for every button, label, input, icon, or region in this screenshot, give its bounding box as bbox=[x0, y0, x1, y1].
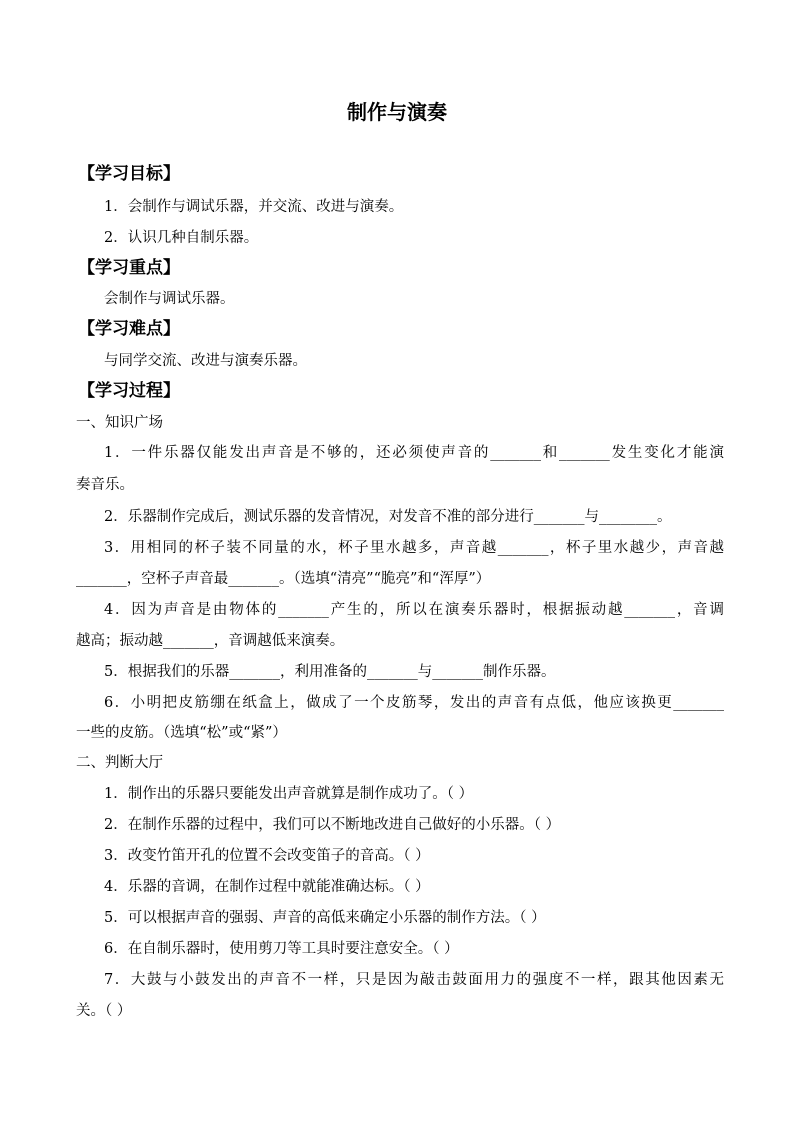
judgement-item: 7．大鼓与小鼓发出的声音不一样，只是因为敲击鼓面用力的强度不一样，跟其他因素无 bbox=[104, 972, 724, 988]
judgement-item: 1．制作出的乐器只要能发出声音就算是制作成功了。（ ） bbox=[104, 786, 474, 802]
question-line: 5．根据我们的乐器_______，利用准备的_______与_______制作乐器。 bbox=[104, 664, 556, 680]
question-line: 3．用相同的杯子装不同量的水，杯子里水越多，声音越_______，杯子里水越少，声音越 bbox=[104, 540, 724, 556]
judgement-section-heading: 二、判断大厅 bbox=[76, 755, 163, 771]
question-line: 一些的皮筋。（选填“松”或“紧”） bbox=[76, 725, 287, 741]
key-points-heading: 【学习重点】 bbox=[78, 258, 180, 278]
objective-item: 2．认识几种自制乐器。 bbox=[104, 230, 259, 246]
question-line: 6．小明把皮筋绷在纸盒上，做成了一个皮筋琴，发出的声音有点低，他应该换更_______ bbox=[104, 695, 724, 711]
question-line: _______，空杯子声音最_______。（选填“清亮”“脆亮”和“浑厚”） bbox=[76, 571, 491, 587]
objectives-heading: 【学习目标】 bbox=[78, 164, 180, 184]
judgement-item: 关。（ ） bbox=[76, 1003, 132, 1019]
question-line: 1．一件乐器仅能发出声音是不够的，还必须使声音的_______和_______发生变化才能演 bbox=[104, 445, 724, 461]
question-line: 4．因为声音是由物体的_______产生的，所以在演奏乐器时，根据振动越_______，音调 bbox=[104, 602, 724, 618]
judgement-item: 3．改变竹笛开孔的位置不会改变笛子的音高。（ ） bbox=[104, 848, 430, 864]
question-line: 奏音乐。 bbox=[76, 477, 134, 493]
difficulties-heading: 【学习难点】 bbox=[78, 319, 180, 339]
objective-item: 1．会制作与调试乐器，并交流、改进与演奏。 bbox=[104, 199, 404, 215]
judgement-item: 6．在自制乐器时，使用剪刀等工具时要注意安全。（ ） bbox=[104, 941, 459, 957]
page-title: 制作与演奏 bbox=[347, 100, 447, 124]
difficulties-text: 与同学交流、改进与演奏乐器。 bbox=[104, 353, 307, 369]
judgement-item: 5．可以根据声音的强弱、声音的高低来确定小乐器的制作方法。（ ） bbox=[104, 910, 546, 926]
judgement-item: 2．在制作乐器的过程中，我们可以不断地改进自己做好的小乐器。（ ） bbox=[104, 817, 561, 833]
key-points-text: 会制作与调试乐器。 bbox=[104, 291, 235, 307]
judgement-item: 4．乐器的音调，在制作过程中就能准确达标。（ ） bbox=[104, 879, 430, 895]
question-line: 越高；振动越_______，音调越低来演奏。 bbox=[76, 633, 345, 649]
question-line: 2．乐器制作完成后，测试乐器的发音情况，对发音不准的部分进行_______与________。 bbox=[104, 509, 672, 525]
knowledge-section-heading: 一、知识广场 bbox=[76, 415, 163, 431]
process-heading: 【学习过程】 bbox=[78, 381, 180, 401]
